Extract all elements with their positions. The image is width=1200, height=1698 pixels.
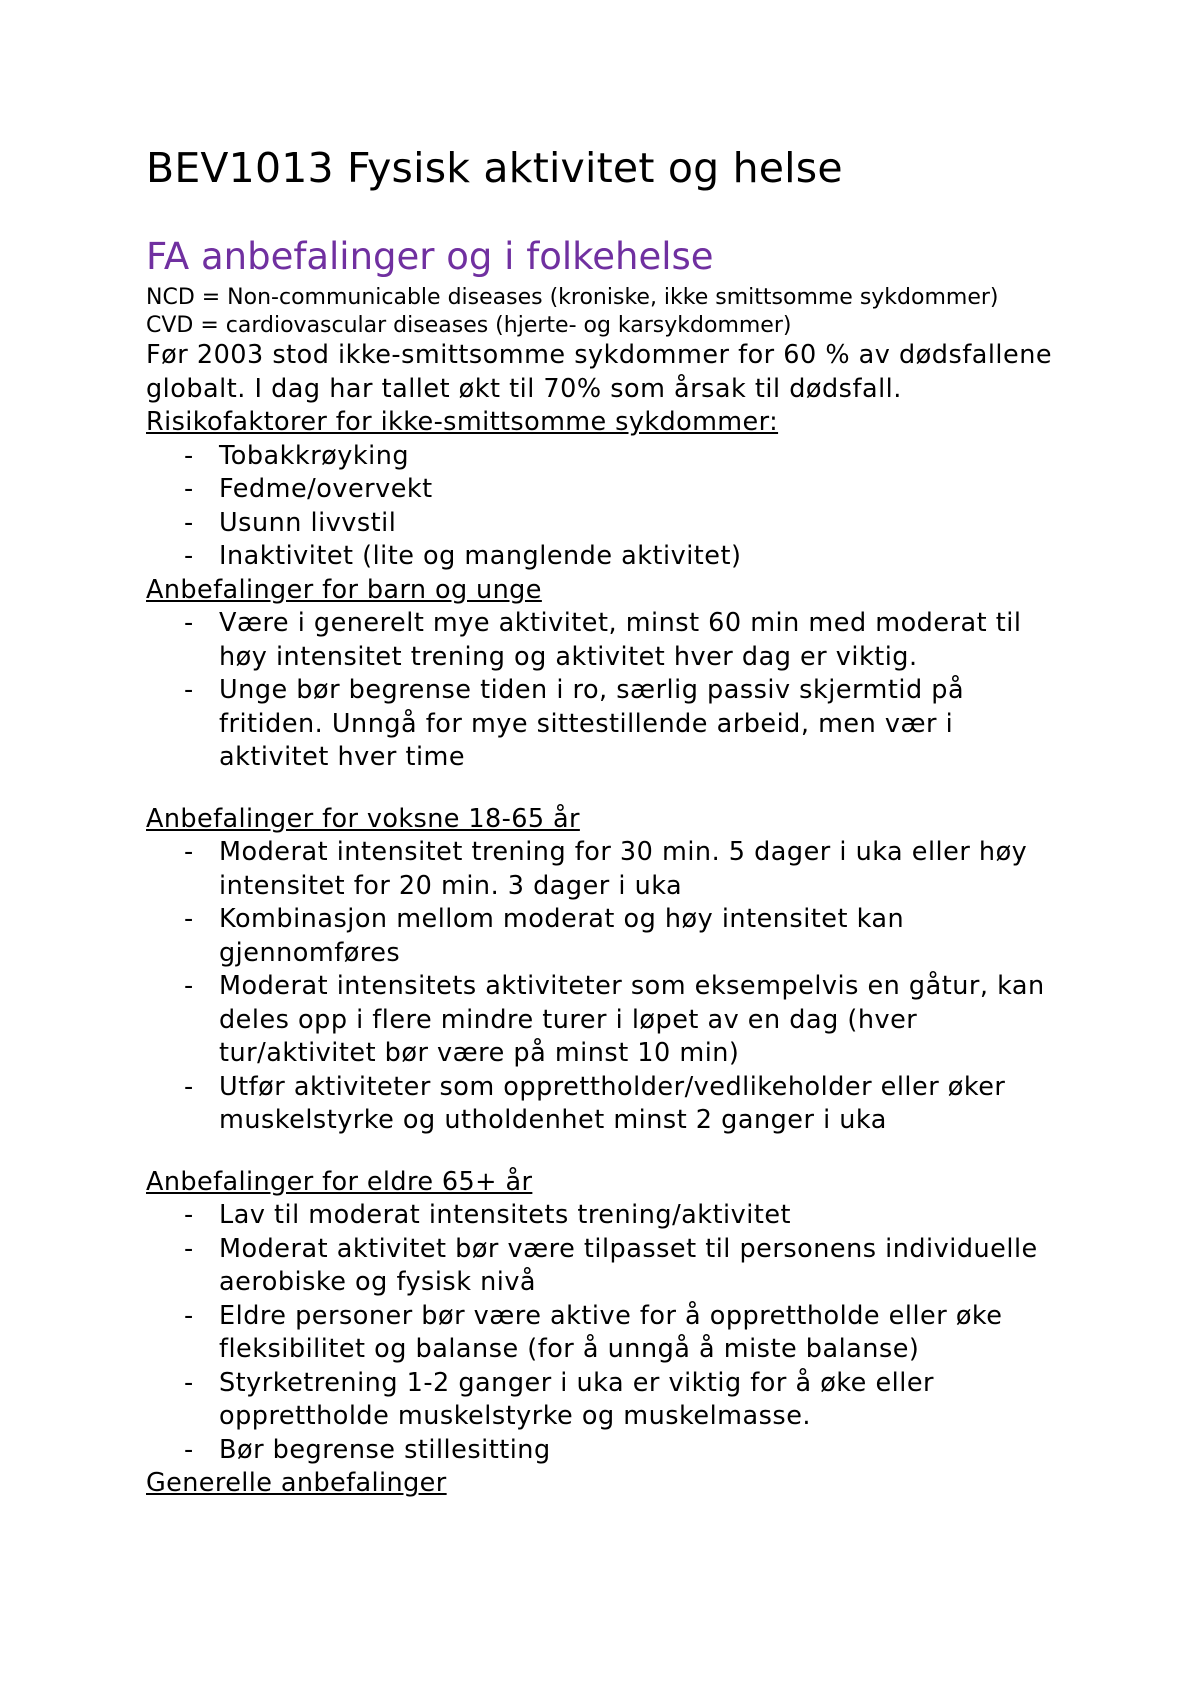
section-heading: FA anbefalinger og i folkehelse bbox=[146, 235, 714, 278]
adults-heading: Anbefalinger for voksne 18-65 år bbox=[146, 803, 580, 834]
dash-bullet: - bbox=[184, 507, 194, 538]
list-item bbox=[146, 607, 1066, 674]
list-item-text: Inaktivitet (lite og manglende aktivitet) bbox=[219, 541, 742, 571]
dash-bullet: - bbox=[184, 1434, 194, 1465]
dash-bullet: - bbox=[184, 541, 194, 571]
list-item bbox=[146, 674, 1066, 775]
dash-bullet: - bbox=[184, 904, 194, 934]
definition-ncd: NCD = Non-communicable diseases (kroniske, ikke smittsomme sykdommer) bbox=[146, 285, 999, 310]
list-item-text: Kombinasjon mellom moderat og høy intensitet kan gjennomføres bbox=[219, 904, 905, 968]
list-item bbox=[146, 903, 1066, 970]
list-item bbox=[146, 473, 1066, 507]
dash-bullet: - bbox=[184, 1233, 194, 1264]
general-heading: Generelle anbefalinger bbox=[146, 1468, 447, 1498]
dash-bullet: - bbox=[184, 1200, 194, 1230]
list-item bbox=[146, 1367, 1066, 1434]
list-item bbox=[146, 1233, 1066, 1300]
list-item bbox=[146, 1199, 1066, 1233]
list-item-text: Moderat intensitet trening for 30 min. 5 dager i uka eller høy intensitet for 20 min. 3 dager i uka bbox=[219, 837, 1028, 901]
list-item bbox=[146, 836, 1066, 903]
risk-factors-heading: Risikofaktorer for ikke-smittsomme sykdommer: bbox=[146, 407, 779, 437]
list-item-text: Lav til moderat intensitets trening/aktivitet bbox=[219, 1200, 792, 1230]
list-item-text: Moderat intensitets aktiviteter som eksempelvis en gåtur, kan deles opp i flere mindre turer i løpet av en dag (hver tur/aktivitet bør være på minst 10 min) bbox=[219, 971, 1045, 1068]
list-item bbox=[146, 440, 1066, 474]
dash-bullet: - bbox=[184, 1071, 194, 1102]
list-item-text: Utfør aktiviteter som opprettholder/vedlikeholder eller øker muskelstyrke og utholdenhet minst 2 ganger i uka bbox=[219, 1071, 1006, 1135]
definition-cvd: CVD = cardiovascular diseases (hjerte- og karsykdommer) bbox=[146, 312, 792, 338]
risk-factors-list bbox=[146, 440, 1066, 574]
document-title: BEV1013 Fysisk aktivitet og helse bbox=[146, 144, 843, 192]
list-item bbox=[146, 1300, 1066, 1367]
dash-bullet: - bbox=[184, 1300, 194, 1331]
list-item-text: Styrketrening 1-2 ganger i uka er viktig for å øke eller opprettholde muskelstyrke og muskelmasse. bbox=[219, 1367, 934, 1431]
list-item-text: Være i generelt mye aktivitet, minst 60 min med moderat til høy intensitet trening og aktivitet hver dag er viktig. bbox=[219, 608, 1022, 672]
list-item-text: Fedme/overvekt bbox=[219, 474, 433, 504]
dash-bullet: - bbox=[184, 1367, 194, 1398]
dash-bullet: - bbox=[184, 608, 194, 638]
list-item-text: Tobakkrøyking bbox=[219, 440, 410, 471]
dash-bullet: - bbox=[184, 474, 194, 504]
list-item bbox=[146, 1071, 1066, 1138]
dash-bullet: - bbox=[184, 440, 194, 471]
adults-list bbox=[146, 836, 1066, 1138]
children-heading: Anbefalinger for barn og unge bbox=[146, 574, 542, 605]
list-item-text: Moderat aktivitet bør være tilpasset til personens individuelle aerobiske og fysisk nivå bbox=[219, 1233, 1038, 1297]
list-item bbox=[146, 1434, 1066, 1468]
dash-bullet: - bbox=[184, 971, 194, 1001]
list-item bbox=[146, 970, 1066, 1071]
children-list bbox=[146, 607, 1066, 775]
dash-bullet: - bbox=[184, 675, 194, 705]
list-item-text: Bør begrense stillesitting bbox=[219, 1434, 551, 1465]
elderly-heading: Anbefalinger for eldre 65+ år bbox=[146, 1166, 533, 1197]
elderly-list bbox=[146, 1199, 1066, 1467]
list-item-text: Unge bør begrense tiden i ro, særlig passiv skjermtid på fritiden. Unngå for mye sittestillende arbeid, men vær i aktivitet hver time bbox=[219, 675, 965, 772]
list-item-text: Usunn livvstil bbox=[219, 507, 397, 538]
dash-bullet: - bbox=[184, 837, 194, 867]
document-content bbox=[146, 140, 1066, 1501]
list-item-text: Eldre personer bør være aktive for å opprettholde eller øke fleksibilitet og balanse (for å unngå å miste balanse) bbox=[219, 1300, 1003, 1364]
intro-paragraph: Før 2003 stod ikke-smittsomme sykdommer for 60 % av dødsfallene globalt. I dag har tallet økt til 70% som årsak til dødsfall. bbox=[146, 340, 1053, 404]
list-item bbox=[146, 507, 1066, 541]
list-item bbox=[146, 540, 1066, 574]
